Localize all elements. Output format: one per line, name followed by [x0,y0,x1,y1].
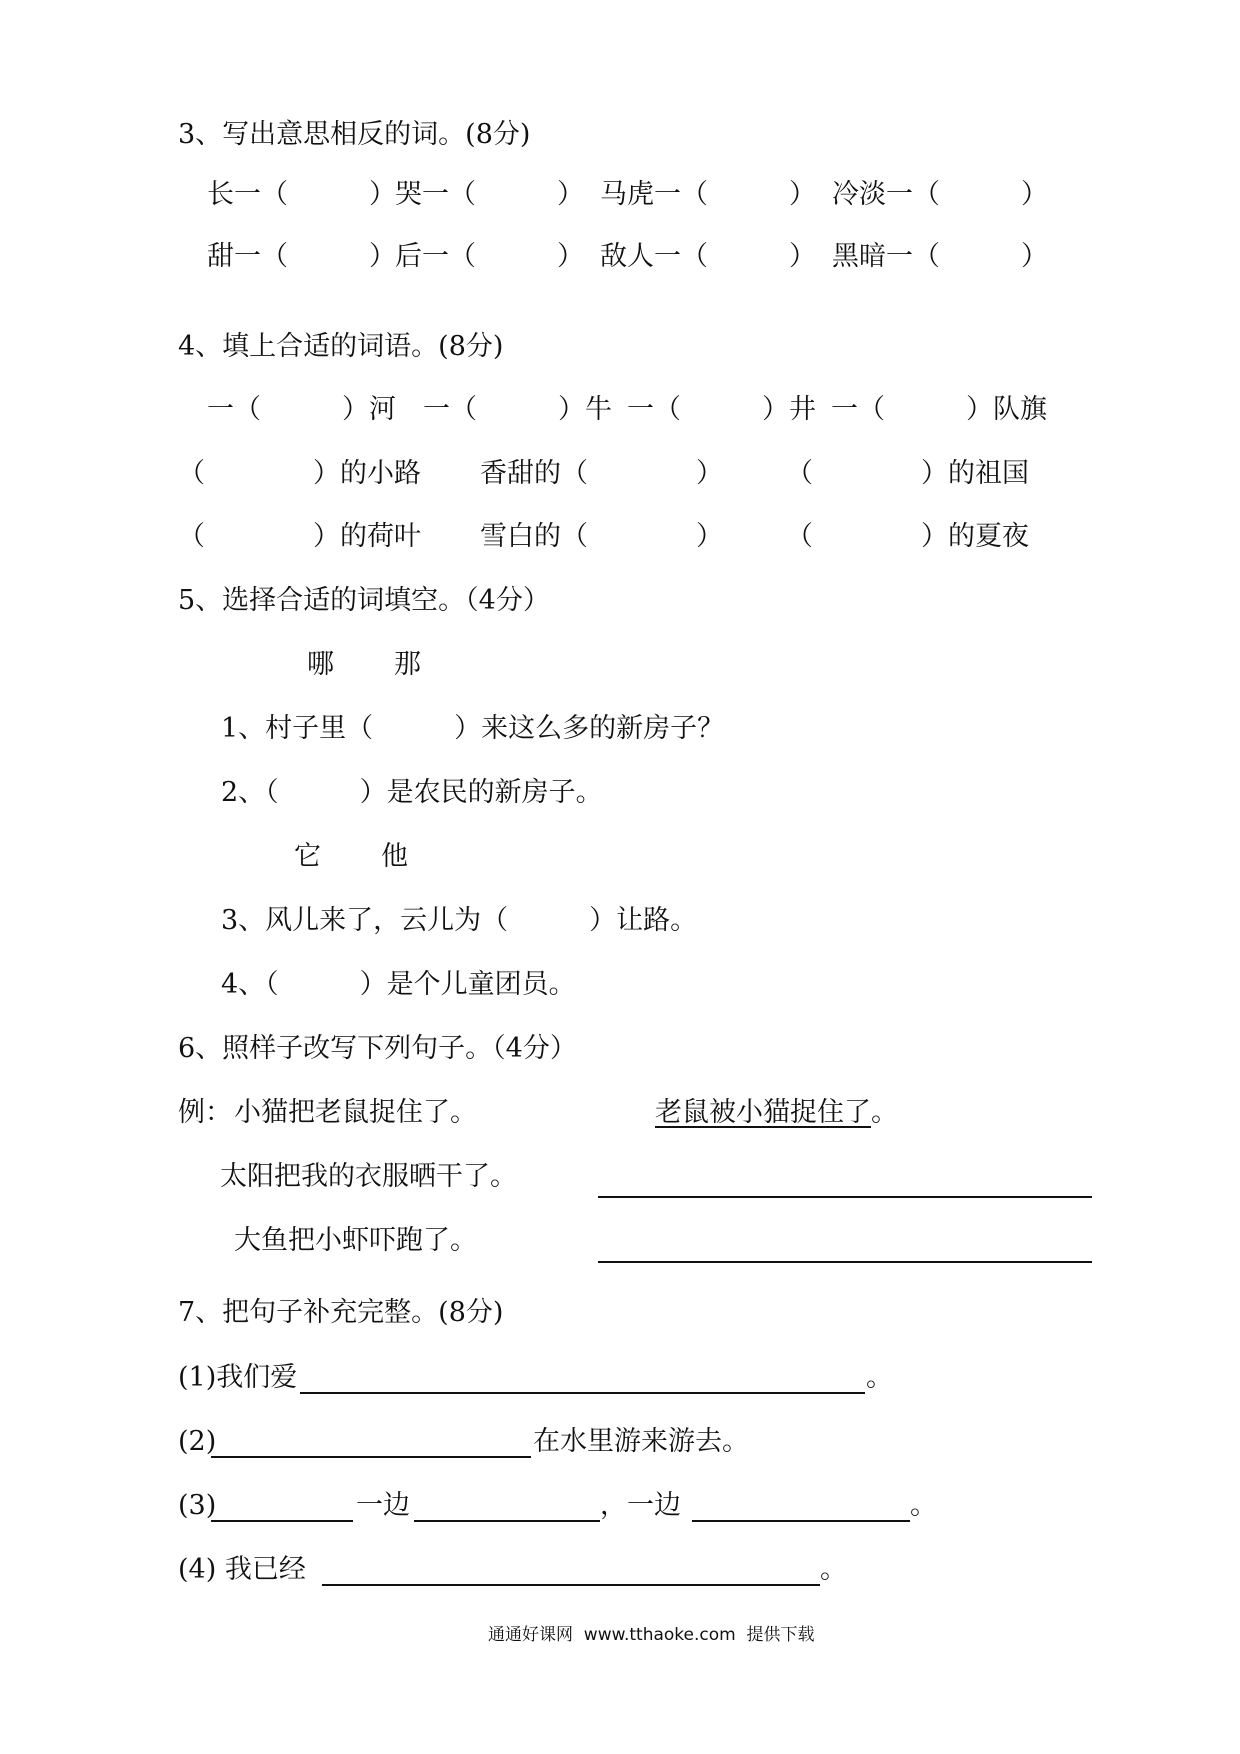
q5-choice-d: 他 [381,841,408,872]
q6-title: 6、照样子改写下列句子。（4分） [178,1033,577,1064]
q5-sentence-2: 2、（ ）是农民的新房子。 [221,777,603,808]
q6-item-1: 太阳把我的衣服晒干了。 [220,1161,517,1192]
q7-l4-end: 。 [820,1554,847,1585]
q7-l3-blank-1[interactable] [211,1520,353,1522]
q6-example-end: 。 [871,1097,898,1128]
q4-r1-c4: 一（ ）队旗 [831,394,1047,425]
q6-example-answer-text: 老鼠被小猫捉住了 [655,1097,871,1128]
q7-l3-end: 。 [910,1490,937,1521]
q7-l3-mid1: 一边 [356,1490,410,1521]
q4-r3-c3: （ ）的夏夜 [786,521,1029,552]
q3-r2-c1: 甜一（ ） [207,241,396,272]
q7-title: 7、把句子补充完整。(8分) [178,1297,504,1328]
q4-r2-c2: 香甜的（ ） [480,458,723,489]
q4-title: 4、填上合适的词语。(8分) [178,331,504,362]
q4-r1-c2: 一（ ）牛 [423,394,612,425]
q3-r1-c1: 长一（ ） [207,179,396,210]
q5-title: 5、选择合适的词填空。（4分） [178,585,550,616]
q3-r1-c4: 冷淡一（ ） [832,179,1048,210]
q7-l1-blank[interactable] [300,1392,865,1394]
q3-title: 3、写出意思相反的词。(8分) [178,119,531,150]
q4-r3-c1: （ ）的荷叶 [178,521,421,552]
q5-sentence-4: 4、（ ）是个儿童团员。 [221,969,576,1000]
q6-answer-line-2[interactable] [598,1261,1092,1263]
q6-example-answer [655,1096,898,1130]
q5-sentence-1: 1、村子里（ ）来这么多的新房子？ [221,713,725,744]
q5-sentence-3: 3、风儿来了，云儿为（ ）让路。 [221,905,698,936]
q5-choice-c: 它 [294,841,321,872]
q6-example-prefix: 例： [178,1097,232,1128]
footer-source: 通通好课网 www.tthaoke.com 提供下载 [488,1625,815,1645]
q6-item-2: 大鱼把小虾吓跑了。 [234,1225,477,1256]
q7-l3-blank-3[interactable] [692,1520,910,1522]
q4-r1-c1: 一（ ）河 [207,394,396,425]
q7-l1-end: 。 [866,1362,893,1393]
q3-r2-c3: 敌人一（ ） [600,241,816,272]
q3-r1-c2: 哭一（ ） [395,179,584,210]
q7-l4-prefix: (4) 我已经 [178,1554,306,1585]
q7-l4-blank[interactable] [322,1584,820,1586]
q7-l2-suffix: 在水里游来游去。 [533,1426,749,1457]
q5-choice-a: 哪 [307,649,334,680]
q7-l3-prefix: (3) [178,1490,217,1521]
q4-r2-c3: （ ）的祖国 [786,458,1029,489]
q7-l3-blank-2[interactable] [414,1520,600,1522]
q4-r2-c1: （ ）的小路 [178,458,421,489]
q3-r1-c3: 马虎一（ ） [600,179,816,210]
q7-l2-blank[interactable] [211,1456,531,1458]
q6-answer-line-1[interactable] [598,1196,1092,1198]
q3-r2-c2: 后一（ ） [395,241,584,272]
q3-r2-c4: 黑暗一（ ） [832,241,1048,272]
q6-example-sentence: 小猫把老鼠捉住了。 [234,1097,477,1128]
q7-l2-prefix: (2) [178,1426,217,1457]
q4-r1-c3: 一（ ）井 [627,394,816,425]
q7-l3-mid2: ，一边 [600,1490,681,1521]
q7-l1-prefix: (1)我们爱 [178,1362,298,1393]
q5-choice-b: 那 [394,649,421,680]
q4-r3-c2: 雪白的（ ） [480,521,723,552]
